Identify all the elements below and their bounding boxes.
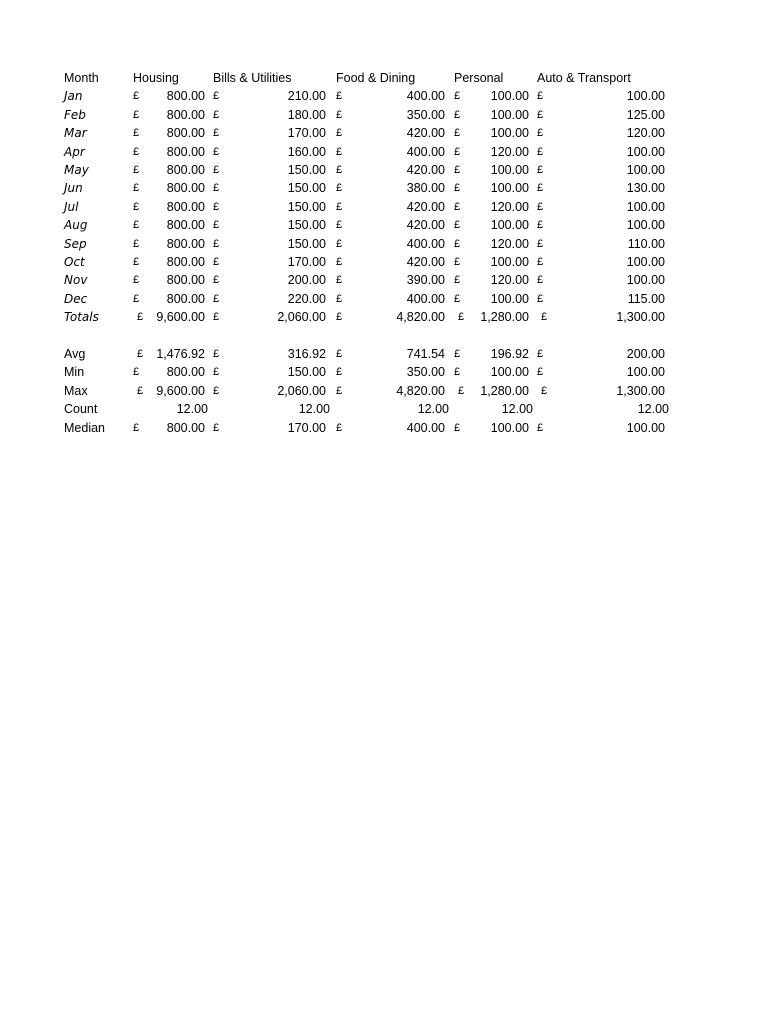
row-label: Feb xyxy=(64,107,86,122)
currency-symbol: £ xyxy=(213,108,220,121)
currency-symbol: £ xyxy=(537,145,544,158)
column-header: Bills & Utilities xyxy=(213,71,292,85)
totals-label: Totals xyxy=(64,310,99,325)
row-label: Jul xyxy=(64,199,79,214)
currency-symbol: £ xyxy=(454,90,461,103)
amount-cell: 400.00 xyxy=(406,144,445,159)
currency-symbol: £ xyxy=(336,292,343,305)
amount-cell: 420.00 xyxy=(406,255,445,269)
total-cell: 1,280.00 xyxy=(480,310,529,325)
amount-cell: 150.00 xyxy=(287,163,326,177)
currency-symbol: £ xyxy=(336,200,343,213)
currency-symbol: £ xyxy=(336,311,343,324)
currency-symbol: £ xyxy=(541,384,548,397)
row-label: Mar xyxy=(64,126,87,141)
currency-symbol: £ xyxy=(454,219,461,232)
currency-symbol: £ xyxy=(336,421,343,434)
currency-symbol: £ xyxy=(133,366,140,379)
currency-symbol: £ xyxy=(537,256,544,268)
stat-cell: 800.00 xyxy=(166,420,205,435)
row-label: Nov xyxy=(64,273,88,288)
currency-symbol: £ xyxy=(454,256,461,268)
currency-symbol: £ xyxy=(133,292,140,305)
row-label: Sep xyxy=(64,236,87,251)
currency-symbol: £ xyxy=(213,256,220,268)
currency-symbol: £ xyxy=(454,274,461,287)
currency-symbol: £ xyxy=(336,366,343,379)
currency-symbol: £ xyxy=(133,274,140,287)
amount-cell: 420.00 xyxy=(406,199,445,214)
currency-symbol: £ xyxy=(137,384,144,397)
amount-cell: 100.00 xyxy=(626,199,665,214)
amount-cell: 150.00 xyxy=(287,218,326,233)
currency-symbol: £ xyxy=(336,127,343,140)
currency-symbol: £ xyxy=(336,145,343,158)
column-header: Housing xyxy=(133,71,179,85)
amount-cell: 120.00 xyxy=(490,199,529,214)
amount-cell: 180.00 xyxy=(287,107,326,122)
currency-symbol: £ xyxy=(133,145,140,158)
stat-cell: 350.00 xyxy=(406,365,445,380)
stat-cell: 2,060.00 xyxy=(277,383,326,398)
amount-cell: 400.00 xyxy=(406,89,445,104)
currency-symbol: £ xyxy=(537,164,544,176)
currency-symbol: £ xyxy=(537,237,544,250)
amount-cell: 350.00 xyxy=(406,107,445,122)
currency-symbol: £ xyxy=(133,182,140,195)
stat-label: Median xyxy=(64,420,105,435)
amount-cell: 100.00 xyxy=(626,255,665,269)
currency-symbol: £ xyxy=(137,348,144,360)
stat-label: Min xyxy=(64,365,85,380)
amount-cell: 420.00 xyxy=(406,126,445,141)
currency-symbol: £ xyxy=(537,348,544,360)
currency-symbol: £ xyxy=(454,348,461,360)
currency-symbol: £ xyxy=(213,421,220,434)
amount-cell: 100.00 xyxy=(490,163,529,177)
amount-cell: 120.00 xyxy=(490,236,529,251)
currency-symbol: £ xyxy=(454,127,461,140)
currency-symbol: £ xyxy=(213,182,220,195)
row-label: Dec xyxy=(64,291,88,306)
amount-cell: 100.00 xyxy=(490,181,529,196)
row-label: Oct xyxy=(64,255,85,269)
total-cell: 4,820.00 xyxy=(396,310,445,325)
currency-symbol: £ xyxy=(213,384,220,397)
amount-cell: 100.00 xyxy=(626,273,665,288)
amount-cell: 170.00 xyxy=(287,126,326,141)
amount-cell: 800.00 xyxy=(166,291,205,306)
currency-symbol: £ xyxy=(213,219,220,232)
currency-symbol: £ xyxy=(454,200,461,213)
amount-cell: 420.00 xyxy=(406,218,445,233)
amount-cell: 200.00 xyxy=(287,273,326,288)
total-cell: 1,300.00 xyxy=(616,310,665,325)
amount-cell: 100.00 xyxy=(490,107,529,122)
stat-cell: 4,820.00 xyxy=(396,383,445,398)
amount-cell: 100.00 xyxy=(490,291,529,306)
stat-cell: 12.00 xyxy=(417,402,449,417)
currency-symbol: £ xyxy=(454,366,461,379)
stat-cell: 200.00 xyxy=(626,347,665,361)
column-header: Personal xyxy=(454,71,504,85)
currency-symbol: £ xyxy=(454,108,461,121)
stat-cell: 316.92 xyxy=(287,347,326,361)
currency-symbol: £ xyxy=(133,200,140,213)
amount-cell: 100.00 xyxy=(490,89,529,104)
currency-symbol: £ xyxy=(133,90,140,103)
currency-symbol: £ xyxy=(213,127,220,140)
column-header: Auto & Transport xyxy=(537,71,631,85)
amount-cell: 800.00 xyxy=(166,89,205,104)
currency-symbol: £ xyxy=(336,90,343,103)
currency-symbol: £ xyxy=(336,256,343,268)
amount-cell: 170.00 xyxy=(287,255,326,269)
stat-cell: 400.00 xyxy=(406,420,445,435)
currency-symbol: £ xyxy=(213,366,220,379)
row-label: Apr xyxy=(64,144,85,159)
currency-symbol: £ xyxy=(213,237,220,250)
stat-label: Max xyxy=(64,383,88,398)
stat-cell: 196.92 xyxy=(490,347,529,361)
stat-cell: 12.00 xyxy=(176,402,208,417)
stat-cell: 12.00 xyxy=(298,402,330,417)
currency-symbol: £ xyxy=(336,237,343,250)
currency-symbol: £ xyxy=(537,200,544,213)
amount-cell: 210.00 xyxy=(287,89,326,104)
row-label: Jan xyxy=(64,89,83,104)
amount-cell: 100.00 xyxy=(490,255,529,269)
stat-cell: 9,600.00 xyxy=(156,383,205,398)
currency-symbol: £ xyxy=(336,219,343,232)
stat-cell: 100.00 xyxy=(490,365,529,380)
currency-symbol: £ xyxy=(541,311,548,324)
amount-cell: 100.00 xyxy=(490,126,529,141)
stat-cell: 1,280.00 xyxy=(480,383,529,398)
currency-symbol: £ xyxy=(537,366,544,379)
currency-symbol: £ xyxy=(454,145,461,158)
currency-symbol: £ xyxy=(454,164,461,176)
currency-symbol: £ xyxy=(133,164,140,176)
currency-symbol: £ xyxy=(336,348,343,360)
currency-symbol: £ xyxy=(213,311,220,324)
amount-cell: 100.00 xyxy=(490,218,529,233)
currency-symbol: £ xyxy=(133,108,140,121)
currency-symbol: £ xyxy=(537,421,544,434)
amount-cell: 800.00 xyxy=(166,181,205,196)
amount-cell: 100.00 xyxy=(626,218,665,233)
amount-cell: 380.00 xyxy=(406,181,445,196)
currency-symbol: £ xyxy=(537,274,544,287)
amount-cell: 150.00 xyxy=(287,181,326,196)
currency-symbol: £ xyxy=(336,164,343,176)
amount-cell: 220.00 xyxy=(287,291,326,306)
amount-cell: 110.00 xyxy=(627,236,665,251)
stat-cell: 100.00 xyxy=(626,420,665,435)
amount-cell: 800.00 xyxy=(166,236,205,251)
currency-symbol: £ xyxy=(454,237,461,250)
currency-symbol: £ xyxy=(454,421,461,434)
currency-symbol: £ xyxy=(213,200,220,213)
stat-cell: 12.00 xyxy=(501,402,533,417)
currency-symbol: £ xyxy=(537,292,544,305)
currency-symbol: £ xyxy=(336,182,343,195)
amount-cell: 160.00 xyxy=(287,144,326,159)
stat-cell: 100.00 xyxy=(490,420,529,435)
amount-cell: 800.00 xyxy=(166,218,205,233)
currency-symbol: £ xyxy=(454,292,461,305)
stat-cell: 800.00 xyxy=(166,365,205,380)
amount-cell: 420.00 xyxy=(406,163,445,177)
amount-cell: 150.00 xyxy=(287,236,326,251)
stat-cell: 150.00 xyxy=(287,365,326,380)
amount-cell: 125.00 xyxy=(626,107,665,122)
currency-symbol: £ xyxy=(213,145,220,158)
currency-symbol: £ xyxy=(537,219,544,232)
amount-cell: 800.00 xyxy=(166,163,205,177)
currency-symbol: £ xyxy=(213,348,220,360)
currency-symbol: £ xyxy=(458,384,465,397)
currency-symbol: £ xyxy=(458,311,465,324)
amount-cell: 800.00 xyxy=(166,107,205,122)
currency-symbol: £ xyxy=(454,182,461,195)
currency-symbol: £ xyxy=(133,237,140,250)
stat-cell: 1,300.00 xyxy=(616,383,665,398)
column-header: Food & Dining xyxy=(336,71,416,85)
amount-cell: 800.00 xyxy=(166,255,205,269)
currency-symbol: £ xyxy=(213,164,220,176)
stat-label: Count xyxy=(64,402,98,417)
amount-cell: 120.00 xyxy=(490,144,529,159)
currency-symbol: £ xyxy=(213,90,220,103)
currency-symbol: £ xyxy=(537,127,544,140)
row-label: Jun xyxy=(64,181,83,196)
amount-cell: 800.00 xyxy=(166,144,205,159)
amount-cell: 100.00 xyxy=(626,89,665,104)
stat-cell: 1,476.92 xyxy=(156,347,205,361)
currency-symbol: £ xyxy=(537,182,544,195)
amount-cell: 100.00 xyxy=(626,163,665,177)
currency-symbol: £ xyxy=(537,108,544,121)
stat-cell: 100.00 xyxy=(626,365,665,380)
amount-cell: 400.00 xyxy=(406,291,445,306)
currency-symbol: £ xyxy=(537,90,544,103)
amount-cell: 100.00 xyxy=(626,144,665,159)
amount-cell: 130.00 xyxy=(626,181,665,196)
amount-cell: 115.00 xyxy=(627,291,665,306)
amount-cell: 120.00 xyxy=(490,273,529,288)
column-header: Month xyxy=(64,71,99,85)
stat-cell: 12.00 xyxy=(637,402,669,417)
row-label: Aug xyxy=(64,218,88,233)
amount-cell: 800.00 xyxy=(166,126,205,141)
currency-symbol: £ xyxy=(336,274,343,287)
total-cell: 2,060.00 xyxy=(277,310,326,325)
amount-cell: 800.00 xyxy=(166,273,205,288)
stat-cell: 741.54 xyxy=(406,347,445,361)
currency-symbol: £ xyxy=(133,219,140,232)
currency-symbol: £ xyxy=(336,108,343,121)
stat-cell: 170.00 xyxy=(287,420,326,435)
currency-symbol: £ xyxy=(336,384,343,397)
amount-cell: 800.00 xyxy=(166,199,205,214)
currency-symbol: £ xyxy=(137,311,144,324)
currency-symbol: £ xyxy=(213,292,220,305)
row-label: May xyxy=(64,163,89,177)
currency-symbol: £ xyxy=(133,256,140,268)
currency-symbol: £ xyxy=(133,127,140,140)
total-cell: 9,600.00 xyxy=(156,310,205,325)
amount-cell: 150.00 xyxy=(287,199,326,214)
amount-cell: 120.00 xyxy=(626,126,665,141)
amount-cell: 400.00 xyxy=(406,236,445,251)
stat-label: Avg xyxy=(64,347,86,361)
currency-symbol: £ xyxy=(133,421,140,434)
currency-symbol: £ xyxy=(213,274,220,287)
amount-cell: 390.00 xyxy=(406,273,445,288)
